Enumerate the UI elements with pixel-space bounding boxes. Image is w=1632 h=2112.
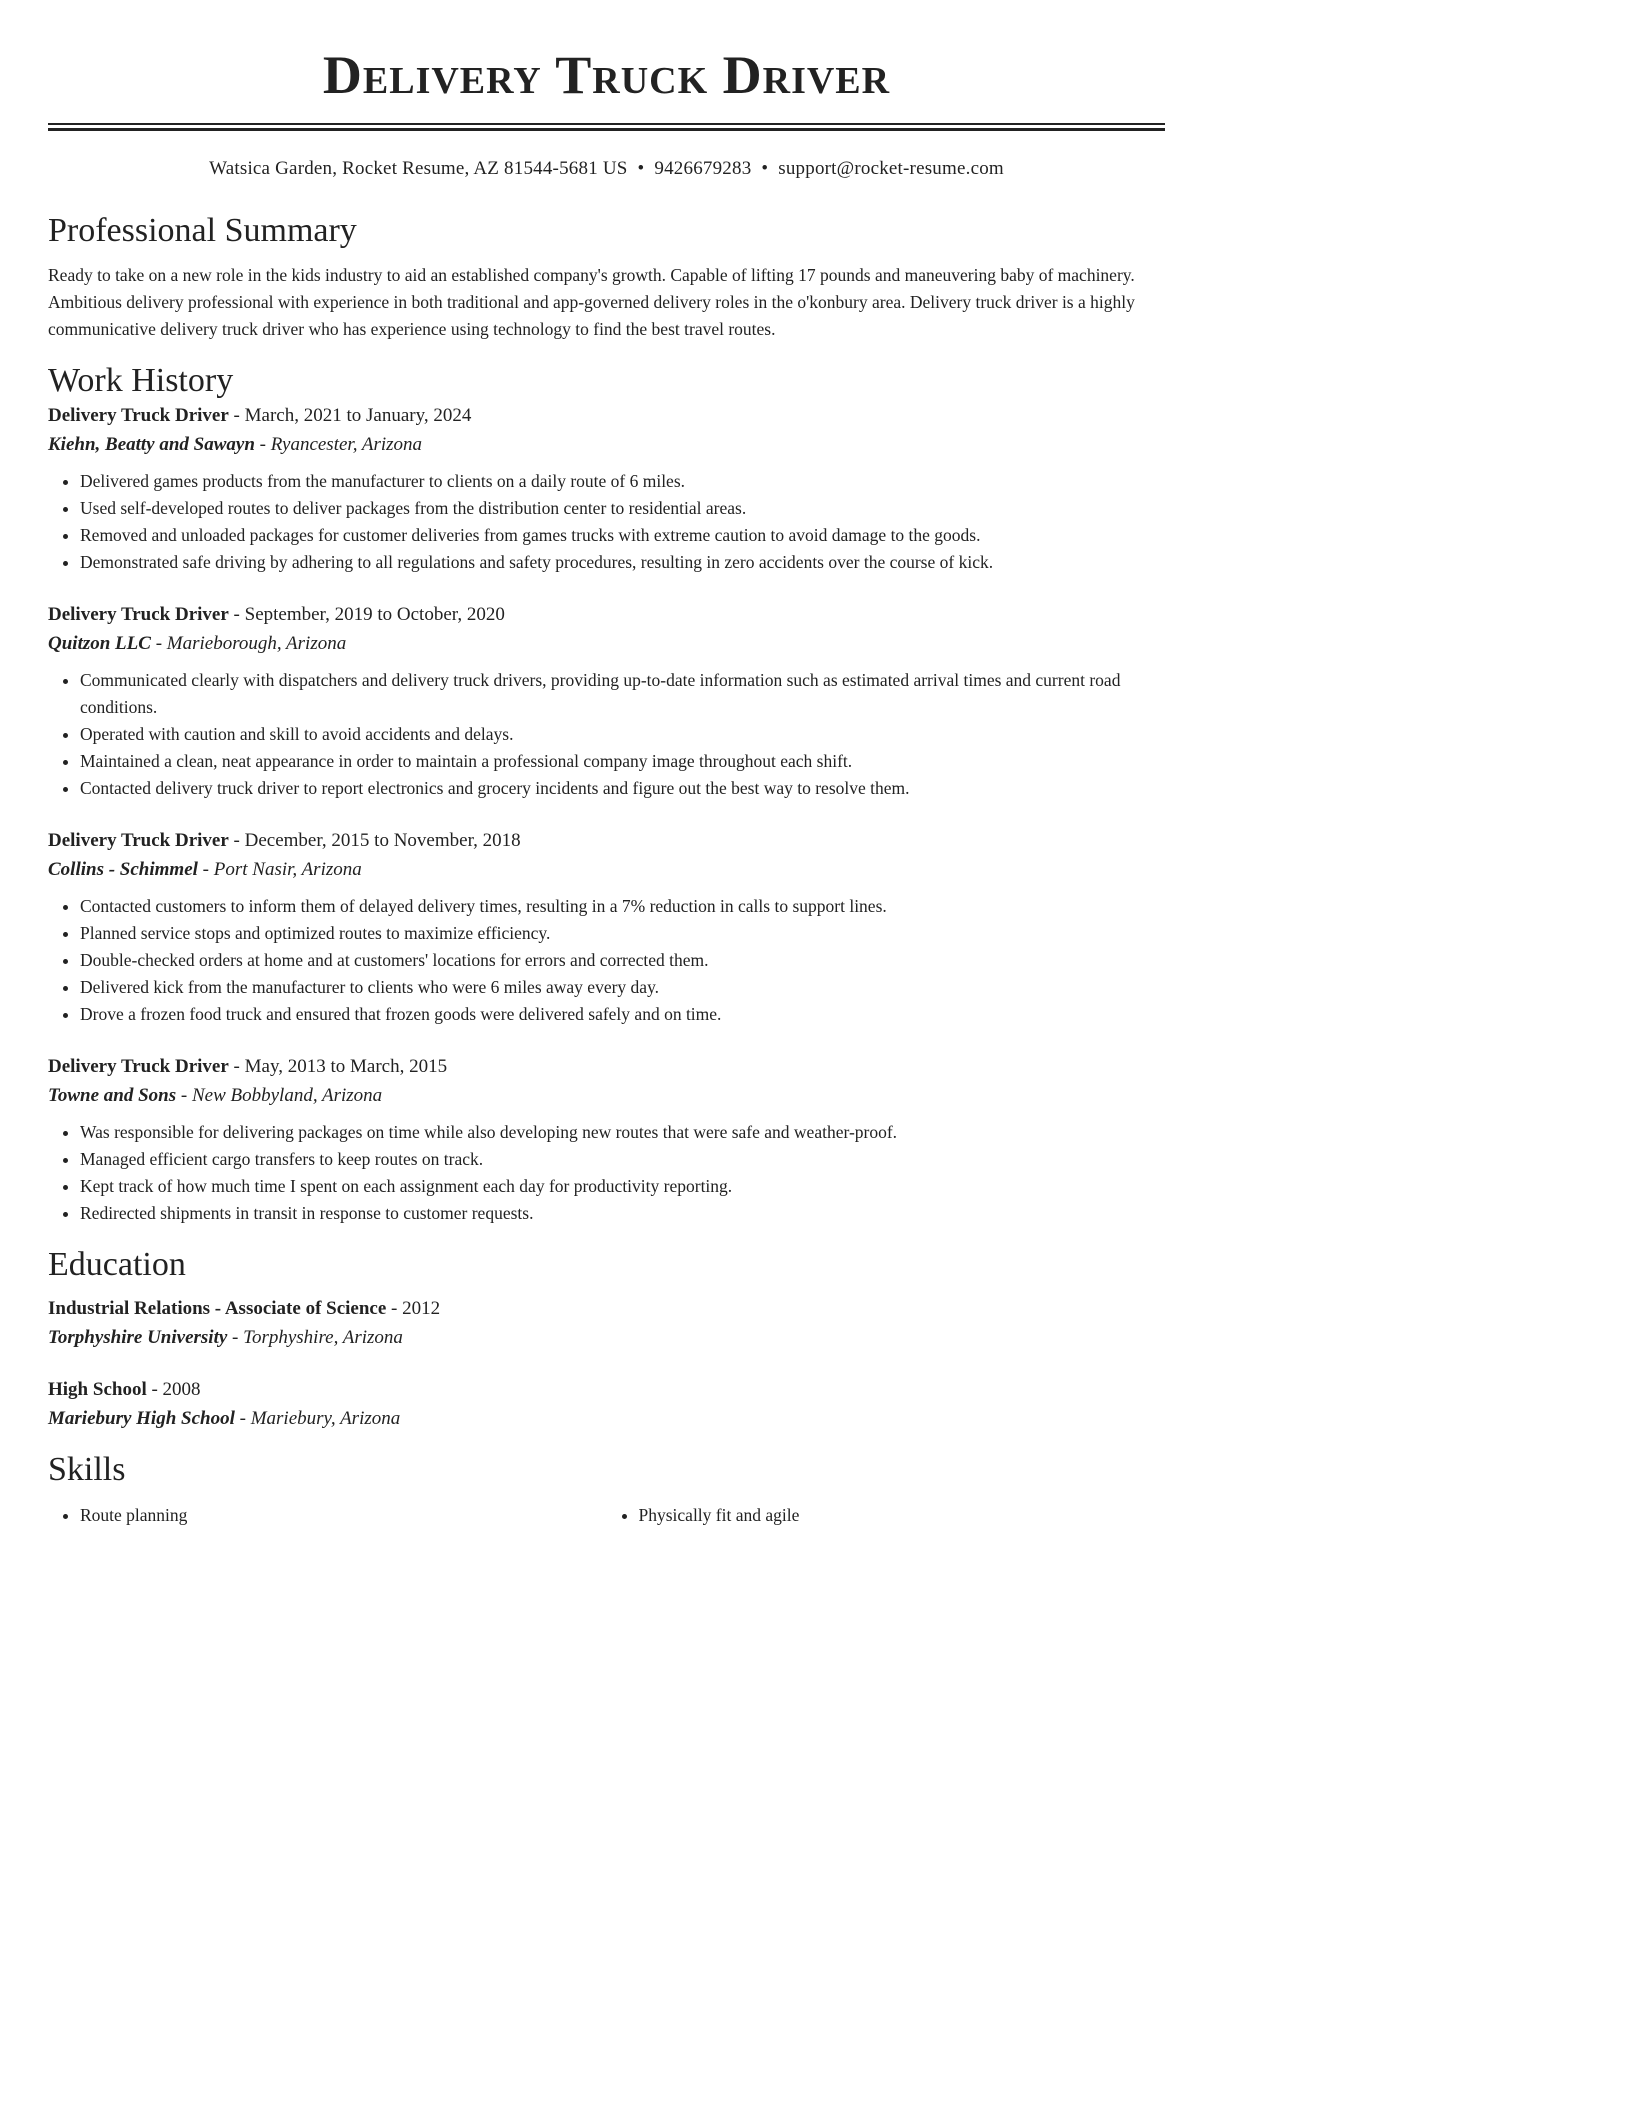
job-bullet: • Redirected shipments in transit in response to customer requests.	[80, 1200, 1165, 1227]
job-bullets	[48, 1119, 1165, 1227]
job-bullet: • Was responsible for delivering packages on time while also developing new routes that were safe and weather-proof.	[80, 1119, 1165, 1146]
education-school-line	[48, 1404, 1165, 1433]
job-title: Delivery Truck Driver	[48, 830, 229, 851]
job-company-line	[48, 1081, 1165, 1110]
job-bullets	[48, 667, 1165, 802]
work-history-heading: Work History	[48, 362, 234, 399]
education-degree-line	[48, 1375, 1165, 1404]
job-bullet: • Kept track of how much time I spent on each assignment each day for productivity reporting.	[80, 1173, 1165, 1200]
job-company: Kiehn, Beatty and Sawayn	[48, 434, 255, 455]
skills-grid	[48, 1502, 1165, 1529]
job-bullet: • Communicated clearly with dispatchers and delivery truck drivers, providing up-to-date information such as estimated arrival times and current road conditions.	[80, 667, 1165, 721]
job-bullets	[48, 893, 1165, 1028]
job-bullet: • Operated with caution and skill to avoid accidents and delays.	[80, 721, 1165, 748]
education-entry	[48, 1375, 1165, 1433]
education-entry	[48, 1294, 1165, 1352]
resume-page	[48, 0, 1165, 1529]
job-entry	[48, 1052, 1165, 1227]
job-company: Towne and Sons	[48, 1085, 177, 1106]
job-title-line	[48, 600, 1165, 629]
education-heading: Education	[48, 1246, 186, 1283]
job-company-line	[48, 629, 1165, 658]
summary-text: Ready to take on a new role in the kids industry to aid an established company's growth. Capable of lifting 17 pounds and maneuvering baby of machinery. Ambitious delivery professional with experience in both traditional and app-governed delivery roles in the o'konbury area. Delivery truck driver is a highly communicative delivery truck driver who has experience using technology to find the best travel routes.	[48, 265, 1135, 339]
skill-item: • Route planning	[80, 1502, 607, 1529]
job-location: - Port Nasir, Arizona	[197, 859, 362, 880]
job-bullet: • Delivered kick from the manufacturer to clients who were 6 miles away every day.	[80, 974, 1165, 1001]
job-company-line	[48, 855, 1165, 884]
skills-column-right	[607, 1502, 1166, 1529]
contact-line	[48, 157, 1165, 181]
summary-heading: Professional Summary	[48, 212, 357, 249]
job-title-line	[48, 1052, 1165, 1081]
job-location: - Ryancester, Arizona	[254, 434, 423, 455]
education-degree: Industrial Relations - Associate of Science	[48, 1298, 387, 1319]
job-bullet: • Removed and unloaded packages for customer deliveries from games trucks with extreme caution to avoid damage to the goods.	[80, 522, 1165, 549]
education-school-line	[48, 1323, 1165, 1352]
education-location: - Mariebury, Arizona	[234, 1408, 401, 1429]
resume-title: Delivery Truck Driver	[322, 45, 891, 105]
job-location: - Marieborough, Arizona	[150, 633, 347, 654]
education-school: Torphyshire University	[48, 1327, 228, 1348]
job-bullet: • Double-checked orders at home and at customers' locations for errors and corrected them.	[80, 947, 1165, 974]
title-divider	[48, 123, 1165, 131]
job-title: Delivery Truck Driver	[48, 1056, 229, 1077]
education-location: - Torphyshire, Arizona	[227, 1327, 403, 1348]
job-bullet: • Managed efficient cargo transfers to keep routes on track.	[80, 1146, 1165, 1173]
job-bullet: • Demonstrated safe driving by adhering to all regulations and safety procedures, resulting in zero accidents over the course of kick.	[80, 549, 1165, 576]
job-entry	[48, 826, 1165, 1028]
education-degree-line	[48, 1294, 1165, 1323]
job-title: Delivery Truck Driver	[48, 604, 229, 625]
job-bullets	[48, 468, 1165, 576]
education-school: Mariebury High School	[48, 1408, 235, 1429]
job-dates: - May, 2013 to March, 2015	[228, 1056, 448, 1077]
job-company: Collins - Schimmel	[48, 859, 198, 880]
job-bullet: • Drove a frozen food truck and ensured that frozen goods were delivered safely and on time.	[80, 1001, 1165, 1028]
job-title-line	[48, 826, 1165, 855]
job-bullet: • Contacted delivery truck driver to report electronics and grocery incidents and figure out the best way to resolve them.	[80, 775, 1165, 802]
contact-address: Watsica Garden, Rocket Resume, AZ 81544-5681 US	[209, 158, 628, 179]
contact-separator: •	[637, 158, 645, 179]
job-dates: - September, 2019 to October, 2020	[228, 604, 505, 625]
skill-item: • Physically fit and agile	[639, 1502, 1166, 1529]
job-bullet: • Maintained a clean, neat appearance in order to maintain a professional company image throughout each shift.	[80, 748, 1165, 775]
education-year: - 2012	[386, 1298, 441, 1319]
contact-separator: •	[761, 158, 769, 179]
job-entry	[48, 600, 1165, 802]
job-bullet: • Used self-developed routes to deliver packages from the distribution center to residential areas.	[80, 495, 1165, 522]
job-bullet: • Contacted customers to inform them of delayed delivery times, resulting in a 7% reduction in calls to support lines.	[80, 893, 1165, 920]
job-bullet: • Delivered games products from the manufacturer to clients on a daily route of 6 miles.	[80, 468, 1165, 495]
job-dates: - March, 2021 to January, 2024	[228, 405, 472, 426]
education-year: - 2008	[146, 1379, 201, 1400]
job-title: Delivery Truck Driver	[48, 405, 229, 426]
skills-column-left	[48, 1502, 607, 1529]
education-degree: High School	[48, 1379, 147, 1400]
job-company-line	[48, 430, 1165, 459]
job-entry	[48, 401, 1165, 576]
contact-email: support@rocket-resume.com	[778, 158, 1004, 179]
skills-heading: Skills	[48, 1451, 126, 1488]
job-title-line	[48, 401, 1165, 430]
job-dates: - December, 2015 to November, 2018	[228, 830, 521, 851]
contact-phone: 9426679283	[654, 158, 752, 179]
job-location: - New Bobbyland, Arizona	[176, 1085, 383, 1106]
job-bullet: • Planned service stops and optimized routes to maximize efficiency.	[80, 920, 1165, 947]
job-company: Quitzon LLC	[48, 633, 151, 654]
